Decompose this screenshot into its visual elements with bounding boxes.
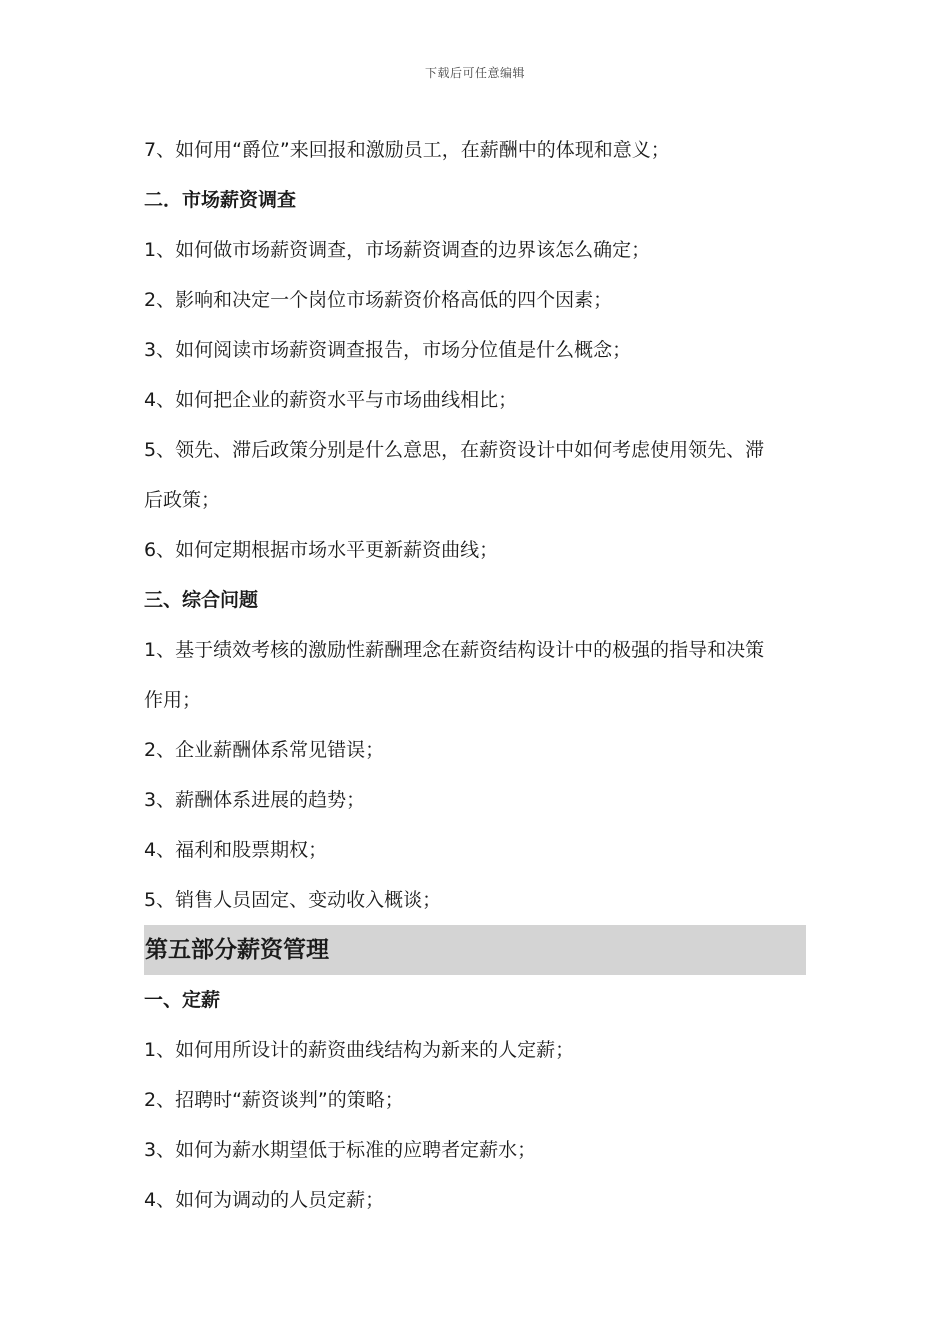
page-header: 下载后可任意编辑 (424, 66, 525, 80)
section-title: 第五部分薪资管理 (144, 925, 806, 975)
list-item: 1、如何做市场薪资调查，市场薪资调查的边界该怎么确定； (144, 239, 651, 261)
list-item-continuation: 后政策； (144, 489, 221, 511)
list-item: 5、销售人员固定、变动收入概谈； (144, 889, 442, 911)
list-item: 2、企业薪酬体系常见错误； (144, 739, 385, 761)
list-item: 4、福利和股票期权； (144, 839, 328, 861)
list-item: 1、如何用所设计的薪资曲线结构为新来的人定薪； (144, 1039, 575, 1061)
document-body (144, 125, 806, 1225)
list-item: 5、领先、滞后政策分别是什么意思，在薪资设计中如何考虑使用领先、滞 (144, 439, 765, 461)
list-item-continuation: 作用； (144, 689, 202, 711)
list-item: 1、基于绩效考核的激励性薪酬理念在薪资结构设计中的极强的指导和决策 (144, 639, 765, 661)
list-item: 7、如何用“爵位”来回报和激励员工，在薪酬中的体现和意义； (144, 139, 670, 161)
list-item: 2、招聘时“薪资谈判”的策略； (144, 1089, 404, 1111)
list-item: 4、如何为调动的人员定薪； (144, 1189, 385, 1211)
subsection-heading: 三、综合问题 (144, 589, 259, 611)
list-item: 3、薪酬体系进展的趋势； (144, 789, 366, 811)
subsection-heading: 一、定薪 (144, 989, 221, 1011)
list-item: 3、如何阅读市场薪资调查报告，市场分位值是什么概念； (144, 339, 632, 361)
list-item: 2、影响和决定一个岗位市场薪资价格高低的四个因素； (144, 289, 613, 311)
subsection-heading: 二．市场薪资调查 (144, 189, 297, 211)
list-item: 6、如何定期根据市场水平更新薪资曲线； (144, 539, 499, 561)
list-item: 4、如何把企业的薪资水平与市场曲线相比； (144, 389, 518, 411)
list-item: 3、如何为薪水期望低于标准的应聘者定薪水； (144, 1139, 537, 1161)
